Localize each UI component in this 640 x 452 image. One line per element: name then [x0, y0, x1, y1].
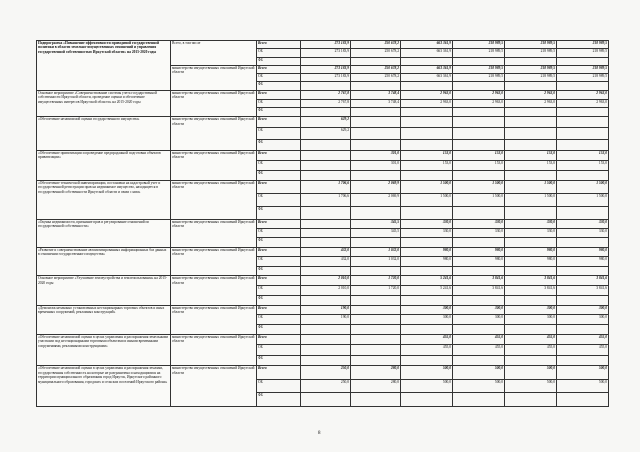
amount-cell: 2 069,9	[351, 193, 401, 206]
amount-cell: 218 989,5	[453, 65, 505, 73]
amount-cell	[453, 82, 505, 90]
amount-cell: 300,0	[505, 305, 557, 315]
amount-cell: 330,0	[557, 219, 609, 228]
amount-cell: 330,0	[453, 219, 505, 228]
amount-cell: 273 183,9	[301, 65, 351, 73]
measure-name: Основное мероприятие «Улучшение землеустройства и землепользования» на 2015-2020 годы	[37, 276, 171, 305]
funding-source-cell: ФБ	[257, 139, 301, 150]
amount-cell: 2 069,9	[351, 180, 401, 193]
amount-cell	[301, 219, 351, 228]
amount-cell	[351, 206, 401, 219]
table-row	[37, 276, 609, 286]
amount-cell: 3 841,6	[505, 286, 557, 296]
amount-cell: 5 241,6	[401, 276, 453, 286]
amount-cell	[351, 266, 401, 276]
amount-cell: 273 183,9	[301, 41, 351, 49]
executor-cell: министерство имущественных отношений Иркутской области	[171, 117, 257, 151]
executor-cell: министерство имущественных отношений Иркутской области	[171, 219, 257, 247]
funding-source-cell: Всего	[257, 305, 301, 315]
amount-cell: 250 678,2	[351, 49, 401, 57]
funding-source-cell: ФБ	[257, 393, 301, 407]
amount-cell: 250 678,2	[351, 74, 401, 82]
amount-cell: 500,0	[557, 366, 609, 380]
amount-cell	[301, 170, 351, 180]
amount-cell: 1 720,0	[351, 286, 401, 296]
amount-cell: 153,0	[401, 150, 453, 160]
amount-cell	[351, 296, 401, 306]
amount-cell: 218 989,5	[505, 74, 557, 82]
executor-cell: министерство имущественных отношений Иркутской области	[171, 276, 257, 305]
amount-cell	[301, 393, 351, 407]
amount-cell: 330,0	[401, 219, 453, 228]
amount-cell: 1 500,0	[557, 193, 609, 206]
amount-cell	[351, 305, 401, 315]
funding-source-cell: ОБ	[257, 49, 301, 57]
amount-cell	[453, 128, 505, 139]
amount-cell: 2 963,0	[401, 90, 453, 99]
amount-cell: 300,0	[453, 305, 505, 315]
amount-cell	[453, 238, 505, 247]
amount-cell: 218 989,5	[557, 74, 609, 82]
amount-cell	[505, 393, 557, 407]
amount-cell: 330,0	[505, 219, 557, 228]
amount-cell	[453, 57, 505, 65]
amount-cell: 980,0	[557, 247, 609, 257]
funding-table	[36, 40, 609, 407]
amount-cell	[557, 57, 609, 65]
amount-cell	[301, 160, 351, 170]
funding-source-cell: ФБ	[257, 238, 301, 247]
amount-cell	[301, 345, 351, 356]
amount-cell: 218 989,5	[557, 65, 609, 73]
amount-cell	[301, 206, 351, 219]
amount-cell: 250,0	[301, 366, 351, 380]
amount-cell: 455,0	[505, 334, 557, 345]
measure-name: «Обеспечение независимой оценки в целях управления и распоряжения земельными участками под нестационарными торговыми объектами и иными временными сооружениями, рекламными конструкциями»	[37, 334, 171, 366]
funding-source-cell: Всего	[257, 276, 301, 286]
amount-cell	[453, 296, 505, 306]
amount-cell	[351, 345, 401, 356]
amount-cell	[401, 266, 453, 276]
amount-cell	[557, 266, 609, 276]
amount-cell	[351, 238, 401, 247]
amount-cell: 218 989,5	[505, 49, 557, 57]
table-row	[37, 334, 609, 345]
amount-cell: 301,0	[351, 160, 401, 170]
amount-cell: 2 767,8	[301, 99, 351, 108]
amount-cell: 153,0	[505, 150, 557, 160]
table-row	[37, 219, 609, 228]
amount-cell	[453, 355, 505, 366]
amount-cell: 153,0	[557, 150, 609, 160]
amount-cell: 455,0	[557, 345, 609, 356]
amount-cell	[401, 296, 453, 306]
measure-name: «Обеспечение независимой оценки государственного имущества»	[37, 117, 171, 151]
amount-cell	[301, 266, 351, 276]
amount-cell: 218 989,5	[453, 49, 505, 57]
amount-cell: 1 706,6	[301, 180, 351, 193]
amount-cell: 218 989,5	[505, 41, 557, 49]
amount-cell	[557, 170, 609, 180]
table-row	[37, 305, 609, 315]
amount-cell	[557, 117, 609, 128]
amount-cell	[453, 266, 505, 276]
executor-cell: Всего, в том числе	[171, 41, 257, 66]
measure-name: «Обеспечение независимой оценки в целях управления и распоряжения землями, государственная собственность на которые не разграничена и находящимися на территории муниципального образования город Иркутск, Иркутского районного муниципального образования, городских и сельских поселений Иркутского района»	[37, 366, 171, 407]
executor-cell: министерство имущественных отношений Иркутской области	[171, 334, 257, 366]
table-row	[37, 247, 609, 257]
amount-cell: 3 841,6	[453, 286, 505, 296]
amount-cell	[301, 82, 351, 90]
amount-cell: 273 183,9	[301, 74, 351, 82]
amount-cell	[351, 334, 401, 345]
amount-cell: 2 963,0	[401, 99, 453, 108]
amount-cell	[557, 238, 609, 247]
amount-cell	[505, 57, 557, 65]
funding-source-cell: ОБ	[257, 193, 301, 206]
amount-cell: 1 500,0	[557, 180, 609, 193]
amount-cell: 3 841,6	[557, 276, 609, 286]
amount-cell	[557, 108, 609, 117]
funding-source-cell: ФБ	[257, 355, 301, 366]
amount-cell: 980,0	[401, 247, 453, 257]
amount-cell	[453, 206, 505, 219]
funding-source-cell: ФБ	[257, 57, 301, 65]
amount-cell	[301, 139, 351, 150]
measure-name: Подпрограмма «Повышение эффективности проводимой государственной политики в области земельно-имущественных отношений и управления государственной собственностью Иркутской области» на 2015-2020 годы	[37, 41, 171, 91]
table-row	[37, 180, 609, 193]
amount-cell	[301, 229, 351, 238]
table-row	[37, 150, 609, 160]
amount-cell	[401, 238, 453, 247]
amount-cell	[401, 139, 453, 150]
amount-cell	[301, 57, 351, 65]
amount-cell: 330,0	[557, 229, 609, 238]
executor-cell: министерство имущественных отношений Иркутской области	[171, 366, 257, 407]
amount-cell: 1 706,6	[301, 193, 351, 206]
amount-cell: 432,0	[301, 247, 351, 257]
measure-name: «Развитие и совершенствование автоматизированных информационных баз данных в отношении государственного имущества»	[37, 247, 171, 276]
amount-cell: 190,0	[301, 315, 351, 325]
funding-source-cell: Всего	[257, 219, 301, 228]
amount-cell	[557, 82, 609, 90]
amount-cell: 980,0	[453, 247, 505, 257]
amount-cell: 663 361,9	[401, 65, 453, 73]
amount-cell: 3 841,6	[453, 276, 505, 286]
funding-source-cell: ОБ	[257, 286, 301, 296]
amount-cell	[301, 108, 351, 117]
measure-name: «Обеспечение приватизации и проведение предпродажной подготовки объектов приватизации»	[37, 150, 171, 180]
amount-cell: 330,0	[453, 229, 505, 238]
amount-cell: 1 500,0	[505, 193, 557, 206]
amount-cell	[301, 296, 351, 306]
amount-cell	[351, 325, 401, 335]
amount-cell: 2 010,0	[301, 276, 351, 286]
amount-cell: 980,0	[505, 247, 557, 257]
amount-cell: 500,0	[453, 366, 505, 380]
amount-cell: 980,0	[401, 257, 453, 267]
executor-cell: министерство имущественных отношений Иркутской области	[171, 90, 257, 116]
funding-source-cell: ОБ	[257, 345, 301, 356]
amount-cell	[453, 393, 505, 407]
funding-source-cell: ФБ	[257, 108, 301, 117]
funding-table-body	[37, 41, 609, 407]
funding-source-cell: Всего	[257, 90, 301, 99]
amount-cell: 455,0	[557, 334, 609, 345]
amount-cell: 300,0	[557, 315, 609, 325]
amount-cell: 2 767,8	[301, 90, 351, 99]
amount-cell: 300,0	[505, 315, 557, 325]
funding-source-cell: ФБ	[257, 266, 301, 276]
funding-source-cell: Всего	[257, 334, 301, 345]
amount-cell	[401, 355, 453, 366]
amount-cell: 153,0	[557, 160, 609, 170]
executor-cell: министерство имущественных отношений Иркутской области	[171, 65, 257, 90]
amount-cell: 330,0	[505, 229, 557, 238]
amount-cell: 301,0	[351, 150, 401, 160]
amount-cell	[453, 325, 505, 335]
amount-cell: 250 678,2	[351, 41, 401, 49]
table-row	[37, 366, 609, 380]
amount-cell: 1 032,0	[351, 247, 401, 257]
amount-cell	[453, 117, 505, 128]
amount-cell: 1 032,0	[351, 257, 401, 267]
amount-cell	[301, 150, 351, 160]
amount-cell	[557, 139, 609, 150]
measure-name: Основное мероприятие «Совершенствование системы учета государственной собственности Иркутской области, проведение оценки и обеспечение имущественных интересов Иркутской области» на 2015-2020 годы	[37, 90, 171, 116]
amount-cell	[351, 393, 401, 407]
amount-cell	[401, 108, 453, 117]
amount-cell: 2 963,0	[453, 90, 505, 99]
amount-cell: 2 963,0	[505, 99, 557, 108]
funding-source-cell: Всего	[257, 150, 301, 160]
funding-source-cell: ОБ	[257, 74, 301, 82]
amount-cell: 500,0	[505, 366, 557, 380]
funding-source-cell: ФБ	[257, 296, 301, 306]
amount-cell: 218 989,5	[453, 74, 505, 82]
amount-cell: 1 500,0	[453, 193, 505, 206]
amount-cell: 2 963,0	[557, 99, 609, 108]
amount-cell	[505, 296, 557, 306]
amount-cell: 218 989,5	[557, 49, 609, 57]
amount-cell: 3 841,6	[557, 286, 609, 296]
amount-cell: 500,0	[401, 366, 453, 380]
amount-cell	[505, 82, 557, 90]
amount-cell	[401, 206, 453, 219]
amount-cell: 300,0	[557, 305, 609, 315]
amount-cell: 2 963,0	[557, 90, 609, 99]
amount-cell: 273 183,9	[301, 49, 351, 57]
amount-cell: 1 500,0	[401, 180, 453, 193]
amount-cell: 455,0	[453, 345, 505, 356]
amount-cell: 432,0	[301, 257, 351, 267]
amount-cell: 345,5	[351, 219, 401, 228]
funding-source-cell: ОБ	[257, 315, 301, 325]
amount-cell: 153,0	[401, 160, 453, 170]
amount-cell: 330,0	[401, 229, 453, 238]
amount-cell: 500,0	[453, 379, 505, 393]
amount-cell: 2 010,0	[301, 286, 351, 296]
amount-cell: 153,0	[505, 160, 557, 170]
table-row	[37, 117, 609, 128]
funding-source-cell: ОБ	[257, 257, 301, 267]
amount-cell: 3 748,4	[351, 99, 401, 108]
amount-cell: 3 841,6	[505, 276, 557, 286]
amount-cell: 455,0	[505, 345, 557, 356]
amount-cell	[351, 128, 401, 139]
executor-cell: министерство имущественных отношений Иркутской области	[171, 150, 257, 180]
amount-cell	[301, 238, 351, 247]
amount-cell	[557, 128, 609, 139]
amount-cell: 455,0	[401, 345, 453, 356]
amount-cell: 980,0	[505, 257, 557, 267]
funding-source-cell: Всего	[257, 65, 301, 73]
amount-cell: 500,0	[557, 379, 609, 393]
amount-cell: 3 748,4	[351, 90, 401, 99]
amount-cell	[401, 128, 453, 139]
amount-cell: 663 361,9	[401, 49, 453, 57]
amount-cell	[557, 355, 609, 366]
amount-cell: 190,0	[301, 305, 351, 315]
executor-cell: министерство имущественных отношений Иркутской области	[171, 247, 257, 276]
amount-cell: 455,0	[401, 334, 453, 345]
amount-cell: 500,0	[401, 379, 453, 393]
amount-cell: 1 720,0	[351, 276, 401, 286]
funding-source-cell: ФБ	[257, 170, 301, 180]
funding-source-cell: ОБ	[257, 379, 301, 393]
amount-cell: 300,0	[401, 305, 453, 315]
amount-cell	[557, 325, 609, 335]
funding-source-cell: ОБ	[257, 160, 301, 170]
funding-source-cell: Всего	[257, 41, 301, 49]
amount-cell	[505, 355, 557, 366]
amount-cell: 1 500,0	[505, 180, 557, 193]
funding-source-cell: ФБ	[257, 206, 301, 219]
funding-source-cell: ФБ	[257, 82, 301, 90]
amount-cell: 300,0	[453, 315, 505, 325]
amount-cell	[505, 238, 557, 247]
measure-name: «Оценка недвижимости, признание прав и регулирование отношений по государственной собственности»	[37, 219, 171, 247]
measure-name: «Обеспечение технической инвентаризации, постановки на кадастровый учет и государственной регистрации прав на недвижимое имущество, находящееся в государственной собственности Иркутской области и связи с ним»	[37, 180, 171, 219]
amount-cell	[453, 108, 505, 117]
table-row	[37, 41, 609, 49]
amount-cell: 629,2	[301, 128, 351, 139]
amount-cell: 500,0	[505, 379, 557, 393]
amount-cell	[401, 57, 453, 65]
amount-cell: 280,0	[351, 366, 401, 380]
amount-cell: 980,0	[557, 257, 609, 267]
amount-cell	[453, 170, 505, 180]
amount-cell	[301, 325, 351, 335]
funding-source-cell: Всего	[257, 180, 301, 193]
executor-cell: министерство имущественных отношений Иркутской области	[171, 305, 257, 334]
amount-cell	[351, 82, 401, 90]
funding-source-cell: ОБ	[257, 128, 301, 139]
funding-source-cell: ФБ	[257, 325, 301, 335]
amount-cell	[401, 170, 453, 180]
amount-cell	[505, 108, 557, 117]
executor-cell: министерство имущественных отношений Иркутской области	[171, 180, 257, 219]
amount-cell	[351, 315, 401, 325]
amount-cell: 345,5	[351, 229, 401, 238]
amount-cell: 1 500,0	[453, 180, 505, 193]
amount-cell: 5 241,6	[401, 286, 453, 296]
amount-cell: 300,0	[401, 315, 453, 325]
amount-cell	[401, 82, 453, 90]
funding-source-cell: Всего	[257, 366, 301, 380]
amount-cell	[505, 325, 557, 335]
amount-cell: 1 500,0	[401, 193, 453, 206]
funding-source-cell: Всего	[257, 247, 301, 257]
amount-cell	[557, 296, 609, 306]
amount-cell	[505, 170, 557, 180]
amount-cell	[401, 393, 453, 407]
amount-cell: 250 678,2	[351, 65, 401, 73]
page-number: 8	[318, 431, 321, 436]
funding-source-cell: ОБ	[257, 229, 301, 238]
amount-cell	[401, 117, 453, 128]
amount-cell: 250,0	[301, 379, 351, 393]
amount-cell: 280,0	[351, 379, 401, 393]
amount-cell: 153,0	[453, 160, 505, 170]
amount-cell	[453, 139, 505, 150]
funding-source-cell: ОБ	[257, 99, 301, 108]
amount-cell	[505, 206, 557, 219]
amount-cell: 629,2	[301, 117, 351, 128]
amount-cell	[351, 108, 401, 117]
amount-cell	[351, 57, 401, 65]
amount-cell: 663 361,9	[401, 41, 453, 49]
amount-cell	[505, 117, 557, 128]
document-page	[36, 40, 608, 407]
amount-cell	[401, 325, 453, 335]
amount-cell	[351, 117, 401, 128]
table-row	[37, 90, 609, 99]
amount-cell	[505, 128, 557, 139]
amount-cell	[351, 139, 401, 150]
amount-cell: 218 989,5	[557, 41, 609, 49]
amount-cell: 2 963,0	[453, 99, 505, 108]
amount-cell: 153,0	[453, 150, 505, 160]
amount-cell	[351, 170, 401, 180]
amount-cell: 663 361,9	[401, 74, 453, 82]
funding-source-cell: Всего	[257, 117, 301, 128]
amount-cell: 2 963,0	[505, 90, 557, 99]
amount-cell	[557, 206, 609, 219]
amount-cell: 455,0	[453, 334, 505, 345]
measure-name: «Демонтаж незаконно установленных нестационарных торговых объектов и иных временных сооружений, рекламных конструкций»	[37, 305, 171, 334]
amount-cell	[301, 355, 351, 366]
amount-cell: 218 989,5	[505, 65, 557, 73]
amount-cell	[351, 355, 401, 366]
amount-cell	[505, 139, 557, 150]
amount-cell: 218 989,5	[453, 41, 505, 49]
amount-cell: 980,0	[453, 257, 505, 267]
amount-cell	[505, 266, 557, 276]
amount-cell	[301, 334, 351, 345]
amount-cell	[557, 393, 609, 407]
